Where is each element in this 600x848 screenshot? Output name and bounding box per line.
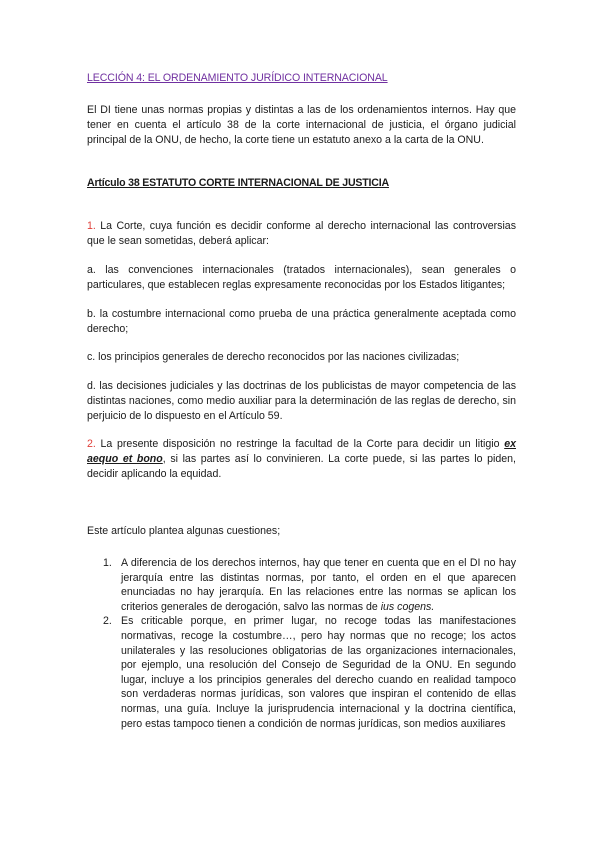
item-c: c. los principios generales de derecho reconocidos por las naciones civilizadas; [87, 351, 460, 363]
item-a: a. las convenciones internacionales (tratados internacionales), sean generales o particulares, que establecen reglas expresamente reconocidas por los Estados litigantes; [87, 264, 516, 291]
article-title: Artículo 38 ESTATUTO CORTE INTERNACIONAL DE JUSTICIA [87, 177, 389, 189]
item-d: d. las decisiones judiciales y las doctrinas de los publicistas de mayor competencia de las distintas naciones, como medio auxiliar para la determinación de las reglas de derecho, sin perjuicio de lo dispuesto en el Artículo 59. [87, 380, 516, 422]
list-item-marker: 2. [103, 615, 112, 628]
cuestiones-list [87, 556, 516, 731]
list-item-marker: 1. [103, 557, 112, 569]
paragraph-1-number: 1. [87, 220, 96, 232]
list-item-text: Es criticable porque, en primer lugar, no recoge todas las manifestaciones normativas, recoge la costumbre…, pero hay normas que no recoge; los actos unilaterales y las resoluciones obligatorias de las organizaciones internacionales, por ejemplo, una resolución del Consejo de Seguridad de la ONU. En segundo lugar, incluye a los principios generales del derecho cuando en realidad tampoco son verdaderas normas jurídicas, son valores que inspiran el contenido de ellas normas, una guía. Incluye la jurisprudencia internacional y la doctrina científica, pero estas tampoco tienen a condición de normas jurídicas, son medios auxiliares [121, 615, 516, 730]
paragraph-2-number: 2. [87, 438, 96, 450]
paragraph-2 [87, 437, 516, 481]
lead-sentence: Este artículo plantea algunas cuestiones; [87, 525, 281, 537]
intro-paragraph: El DI tiene unas normas propias y distintas a las de los ordenamientos internos. Hay que tener en cuenta el artículo 38 de la corte internacional de justicia, el órgano judicial principal de la ONU, de hecho, la corte tiene un estatuto anexo a la carta de la ONU. [87, 104, 516, 146]
list-item-italic: ius cogens. [380, 600, 435, 613]
paragraph-1 [87, 219, 516, 249]
latin-phrase: ex aequo et bono [87, 438, 516, 465]
paragraph-1-text: La Corte, cuya función es decidir conforme al derecho internacional las controversias que le sean sometidas, deberá aplicar: [87, 220, 516, 247]
list-item [103, 556, 516, 614]
item-b: b. la costumbre internacional como prueba de una práctica generalmente aceptada como derecho; [87, 308, 516, 335]
paragraph-2-text-before: La presente disposición no restringe la facultad de la Corte para decidir un litigio [95, 438, 505, 450]
lesson-title: LECCIÓN 4: EL ORDENAMIENTO JURÍDICO INTERNACIONAL [87, 72, 388, 84]
list-item-text: A diferencia de los derechos internos, hay que tener en cuenta que en el DI no hay jerarquía entre las distintas normas, por tanto, el orden en el que aparecen enunciadas no hay jerarquía. En las relaciones entre las normas se aplican los criterios generales de derogación, salvo las normas de [121, 557, 516, 613]
list-item [103, 614, 516, 731]
paragraph-2-text-after: , si las partes así lo convinieren. La corte puede, si las partes lo piden, decidir aplicando la equidad. [87, 452, 516, 480]
